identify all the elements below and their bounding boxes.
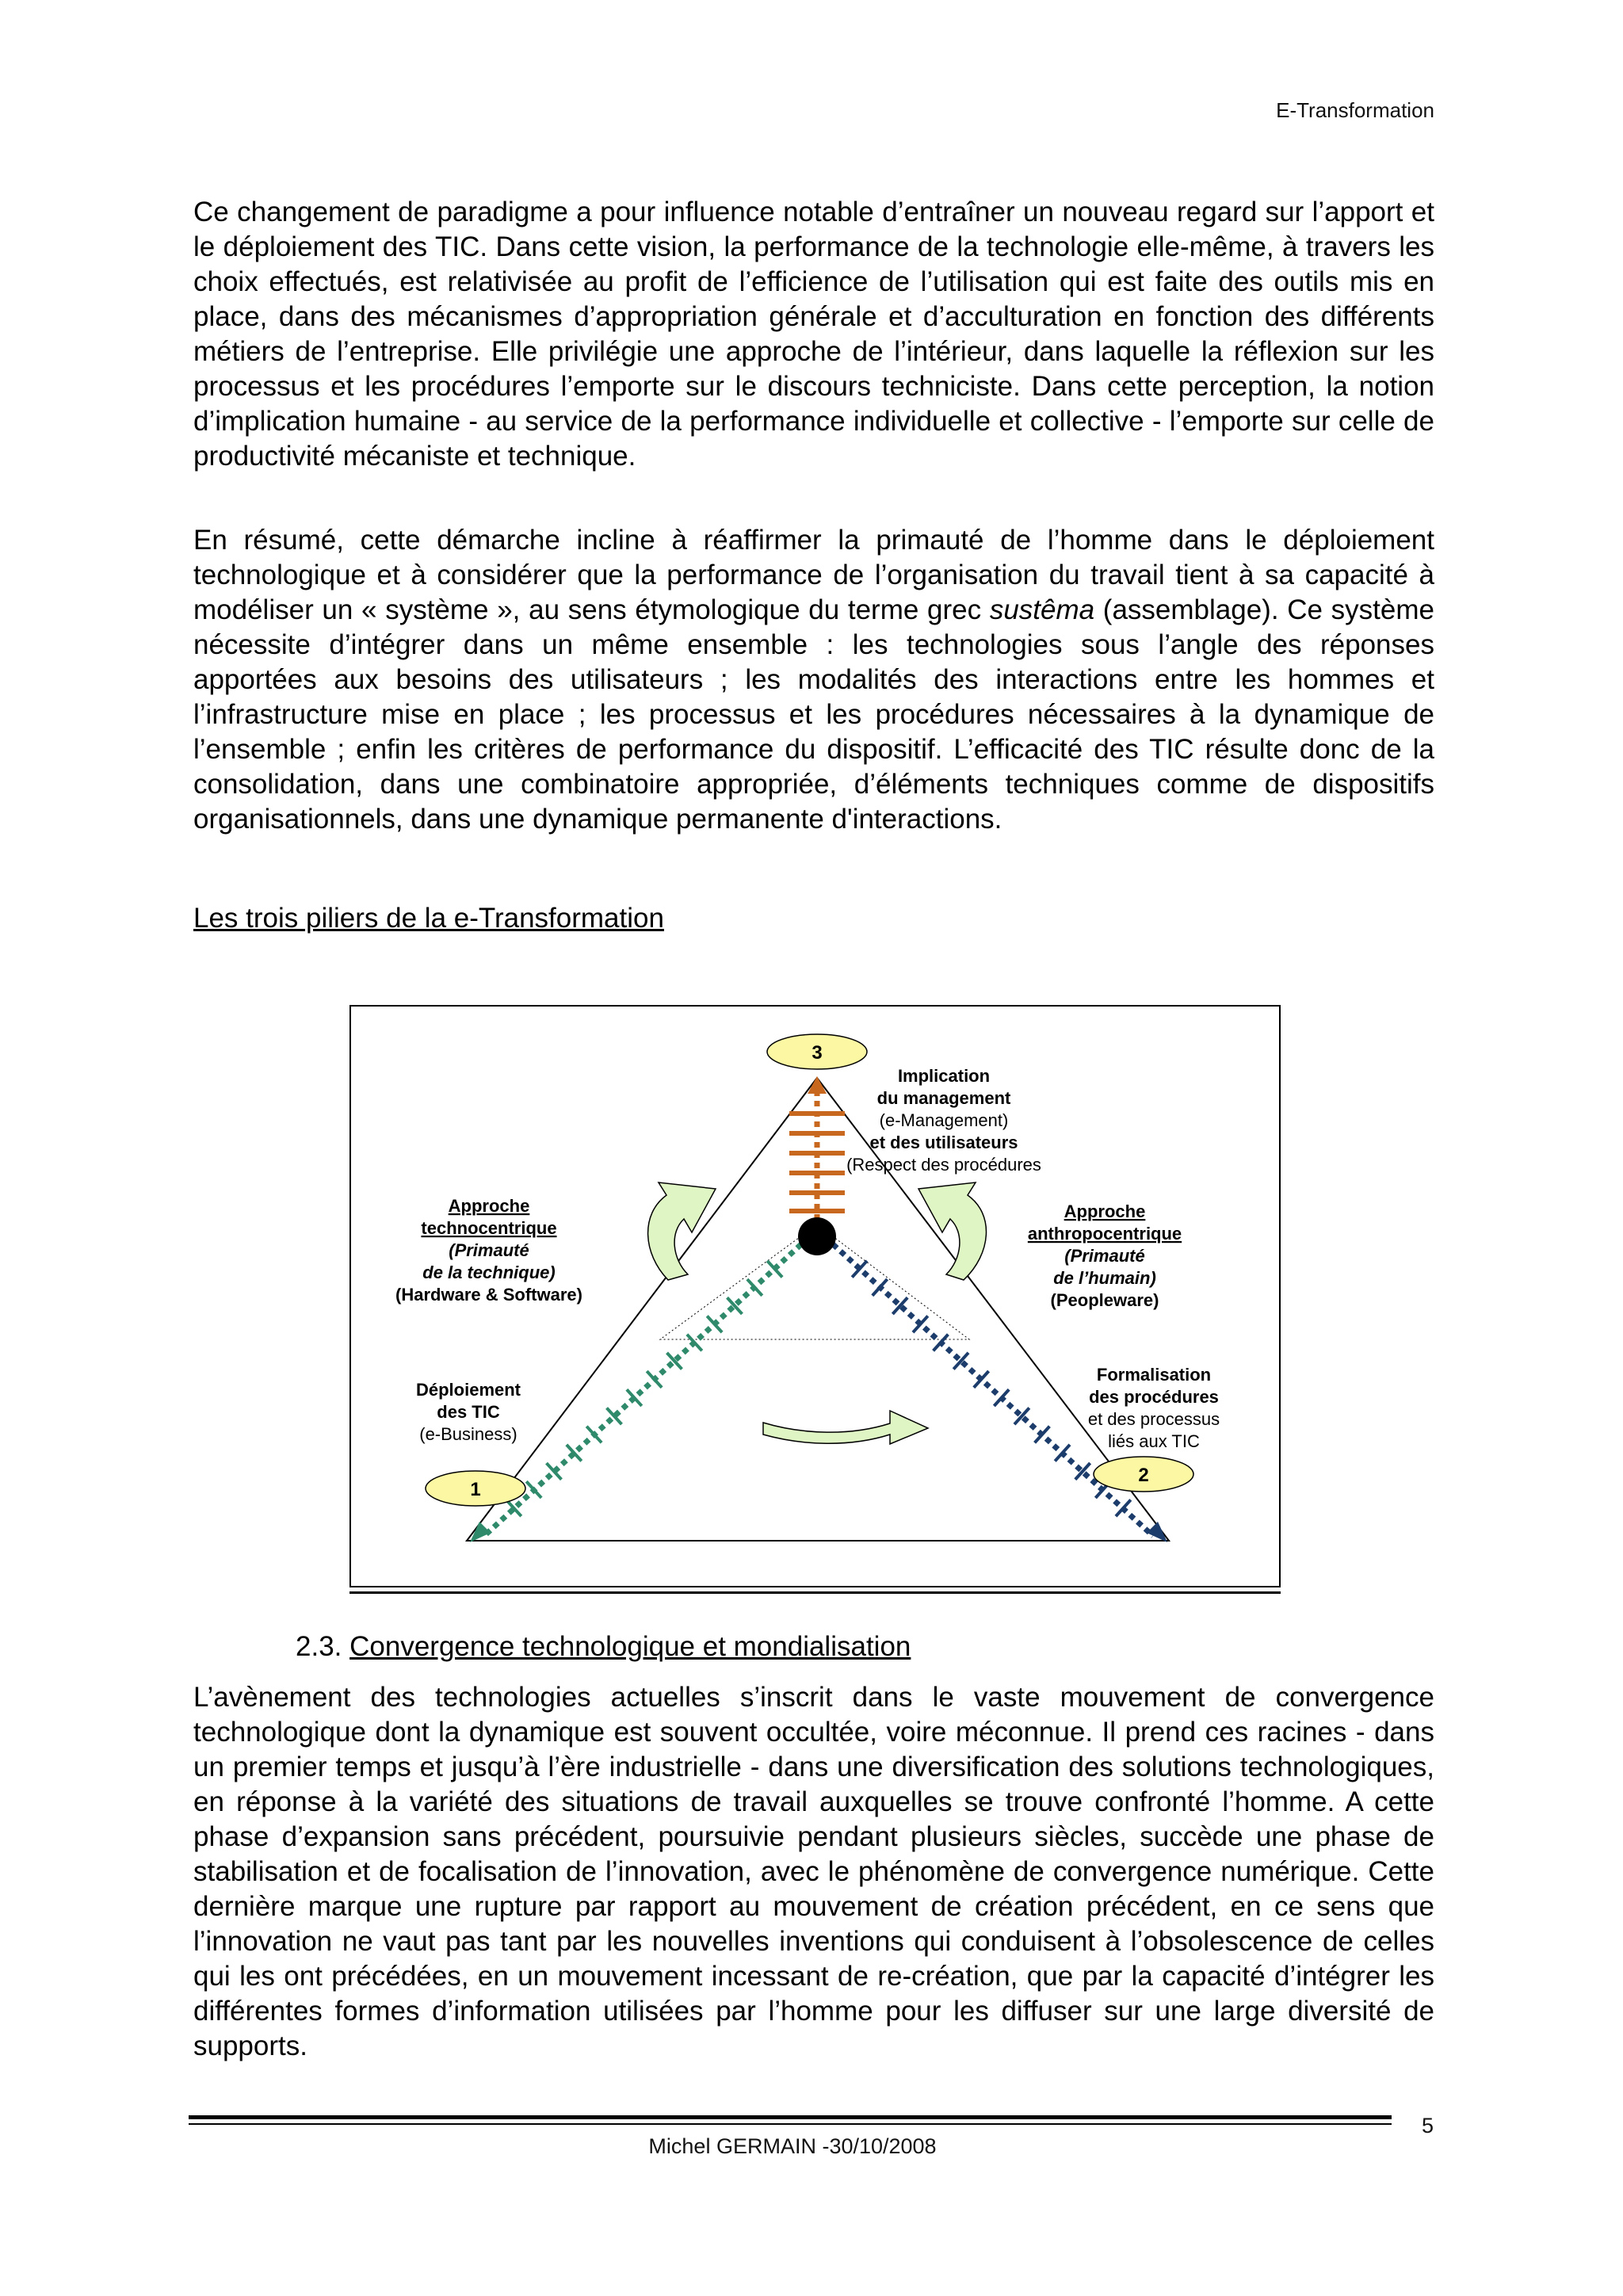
svg-text:de l’humain): de l’humain): [1053, 1268, 1156, 1288]
section-title: Les trois piliers de la e-Transformation: [193, 903, 664, 934]
svg-text:du management: du management: [876, 1088, 1011, 1108]
subsection-number: 2.3.: [296, 1631, 342, 1662]
badge-3: [767, 1034, 867, 1069]
svg-text:Formalisation: Formalisation: [1096, 1365, 1212, 1385]
svg-text:Approche: Approche: [448, 1196, 530, 1216]
greek-term: sustêma: [989, 594, 1095, 625]
svg-text:(Primauté: (Primauté: [1064, 1246, 1145, 1266]
running-header: E-Transformation: [1276, 98, 1434, 122]
subsection-heading: [296, 1629, 911, 1664]
axis-arrowhead: [808, 1076, 827, 1094]
footer-rule: [189, 2115, 1392, 2119]
rotation-arrow-right: [918, 1182, 986, 1280]
svg-text:de la technique): de la technique): [422, 1263, 556, 1282]
svg-text:et des utilisateurs: et des utilisateurs: [869, 1133, 1018, 1152]
svg-text:(Respect des procédures: (Respect des procédures: [846, 1155, 1041, 1175]
paragraph-text: L’avènement des technologies actuelles s’inscrit dans le vaste mouvement de convergence technologique dont la dynamique est souvent occultée, voire méconnue. Il prend ces racines - dans un premier temps et jusqu’à l’ère industrielle - dans une diversification des solutions technologiques, en réponse à la variété des situations de travail auxquelles se trouve confronté l’homme. A cette phase d’expansion sans précédent, poursuivie pendant plusieurs siècles, succède une phase de stabilisation et de focalisation de l’innovation, avec le phénomène de convergence numérique. Cette dernière marque une rupture par rapport au mouvement de création précédent, en ce sens que l’innovation ne vaut pas tant par les nouvelles inventions qui conduisent à l’obsolescence de celles qui les ont précédées, en un mouvement incessant de re-création, que par la capacité d’intégrer les différentes formes d’information utilisées par l’homme pour les diffuser sur une large diversité de supports.: [193, 1682, 1434, 2061]
badge-label: 3: [812, 1042, 823, 1064]
label-technocentric: [395, 1196, 582, 1305]
axis-management: [789, 1076, 845, 1230]
svg-text:des TIC: des TIC: [437, 1402, 500, 1422]
badge-label: 2: [1138, 1465, 1149, 1486]
svg-text:anthropocentrique: anthropocentrique: [1027, 1224, 1182, 1244]
three-pillars-diagram: [349, 1005, 1281, 1587]
figure-underline: [349, 1591, 1281, 1594]
label-procedures: [1088, 1365, 1220, 1451]
svg-text:liés aux TIC: liés aux TIC: [1108, 1431, 1200, 1451]
paragraph-summary: [193, 523, 1434, 837]
svg-text:technocentrique: technocentrique: [421, 1218, 557, 1238]
svg-text:Approche: Approche: [1064, 1201, 1146, 1221]
svg-text:et des processus: et des processus: [1087, 1409, 1220, 1429]
badge-1: [426, 1471, 525, 1506]
svg-text:(Hardware & Software): (Hardware & Software): [395, 1285, 582, 1305]
svg-text:(e-Business): (e-Business): [419, 1424, 517, 1444]
rotation-arrow-bottom: [763, 1411, 928, 1444]
svg-text:Déploiement: Déploiement: [415, 1380, 521, 1400]
label-tic-deployment: [416, 1380, 521, 1444]
label-top: [846, 1066, 1041, 1175]
text-run: (assemblage). Ce système nécessite d’intégrer dans un même ensemble : les technologies sous l’angle des réponses apportées aux besoins des utilisateurs ; les modalités des interactions entre les hommes et l’infrastructure mise en place ; les processus et les procédures nécessaires à la dynamique de l’ensemble ; enfin les critères de performance du dispositif. L’efficacité des TIC résulte donc de la consolidation, dans une combinatoire appropriée, d’éléments techniques comme de dispositifs organisationnels, dans une dynamique permanente d'interactions.: [193, 594, 1434, 835]
diagram-canvas: [351, 1007, 1279, 1586]
subsection-title: Convergence technologique et mondialisation: [349, 1631, 911, 1662]
center-dot: [798, 1217, 836, 1255]
paragraph-text: Ce changement de paradigme a pour influence notable d’entraîner un nouveau regard sur l’apport et le déploiement des TIC. Dans cette vision, la performance de la technologie elle-même, à travers les choix effectués, est relativisée au profit de l’efficience de l’utilisation qui est faite des outils mis en place, dans des mécanismes d’appropriation générale et d’acculturation en fonction des différents métiers de l’entreprise. Elle privilégie une approche de l’intérieur, dans laquelle la réflexion sur les processus et les procédures l’emporte sur le discours techniciste. Dans cette perception, la notion d’implication humaine - au service de la performance individuelle et collective - l’emporte sur celle de productivité mécaniste et technique.: [193, 197, 1434, 472]
paragraph-convergence: [193, 1680, 1434, 2064]
page-number: 5: [1422, 2114, 1434, 2137]
paragraph-paradigm: [193, 195, 1434, 474]
paragraph-text: [193, 523, 1434, 837]
footer-author: Michel GERMAIN -30/10/2008: [648, 2134, 937, 2158]
svg-text:(e-Management): (e-Management): [879, 1110, 1009, 1130]
svg-text:des procédures: des procédures: [1089, 1387, 1219, 1407]
svg-text:Implication: Implication: [897, 1066, 991, 1086]
text-run: En résumé, cette démarche incline à réaffirmer la primauté de l’homme dans le déploiement technologique et à considérer que la performance de l’organisation du travail tient à sa capacité à modéliser un « système », au sens étymologique du terme grec: [193, 525, 1434, 625]
footer-rule: [189, 2123, 1392, 2125]
rotation-arrow-left: [648, 1182, 716, 1280]
svg-text:(Primauté: (Primauté: [449, 1240, 529, 1260]
axis-arrowhead: [1147, 1522, 1167, 1542]
svg-text:(Peopleware): (Peopleware): [1050, 1290, 1159, 1310]
badge-label: 1: [470, 1479, 481, 1500]
badge-2: [1094, 1457, 1193, 1492]
label-anthropocentric: [1028, 1201, 1182, 1310]
